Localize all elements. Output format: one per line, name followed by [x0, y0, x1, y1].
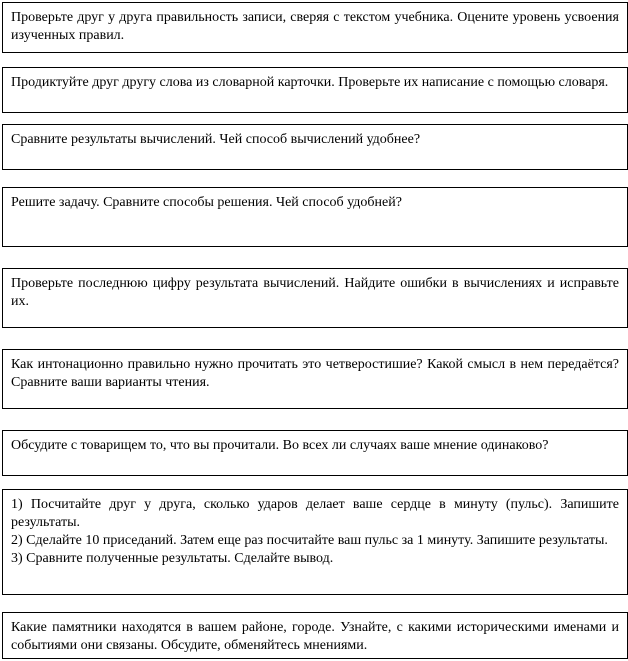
task-card-7 [2, 430, 628, 476]
task-card-4-text: Решите задачу. Сравните способы решения. Чей способ удобней? [11, 195, 402, 210]
task-card-8 [2, 489, 628, 595]
task-card-1 [2, 2, 628, 53]
task-card-3 [2, 124, 628, 170]
task-card-8-step-1: 1) Посчитайте друг у друга, сколько ударов делает ваше сердце в минуту (пульс). Запишите результаты. [11, 497, 619, 530]
task-card-8-step-2: 2) Сделайте 10 приседаний. Затем еще раз посчитайте ваш пульс за 1 минуту. Запишите результаты. [11, 533, 608, 548]
task-card-5 [2, 268, 628, 328]
task-card-2-text: Продиктуйте друг другу слова из словарной карточки. Проверьте их написание с помощью словаря. [11, 75, 609, 90]
task-card-6 [2, 349, 628, 409]
task-card-5-text: Проверьте последнюю цифру результата вычислений. Найдите ошибки в вычислениях и исправьте их. [11, 276, 619, 309]
task-card-2 [2, 67, 628, 113]
task-card-8-step-3: 3) Сравните полученные результаты. Сделайте вывод. [11, 551, 334, 566]
task-card-1-text: Проверьте друг у друга правильность записи, сверяя с текстом учебника. Оцените уровень усвоения изученных правил. [11, 10, 619, 43]
task-card-6-text: Как интонационно правильно нужно прочитать это четверостишие? Какой смысл в нем передаётся? Сравните ваши варианты чтения. [11, 357, 619, 390]
task-card-7-text: Обсудите с товарищем то, что вы прочитали. Во всех ли случаях ваше мнение одинаково? [11, 438, 549, 453]
task-card-9 [2, 612, 628, 659]
task-card-9-text: Какие памятники находятся в вашем районе, городе. Узнайте, с какими историческими именами и событиями они связаны. Обсудите, обменяйтесь мнениями. [11, 620, 619, 653]
task-card-4 [2, 187, 628, 247]
task-card-3-text: Сравните результаты вычислений. Чей способ вычислений удобнее? [11, 132, 421, 147]
